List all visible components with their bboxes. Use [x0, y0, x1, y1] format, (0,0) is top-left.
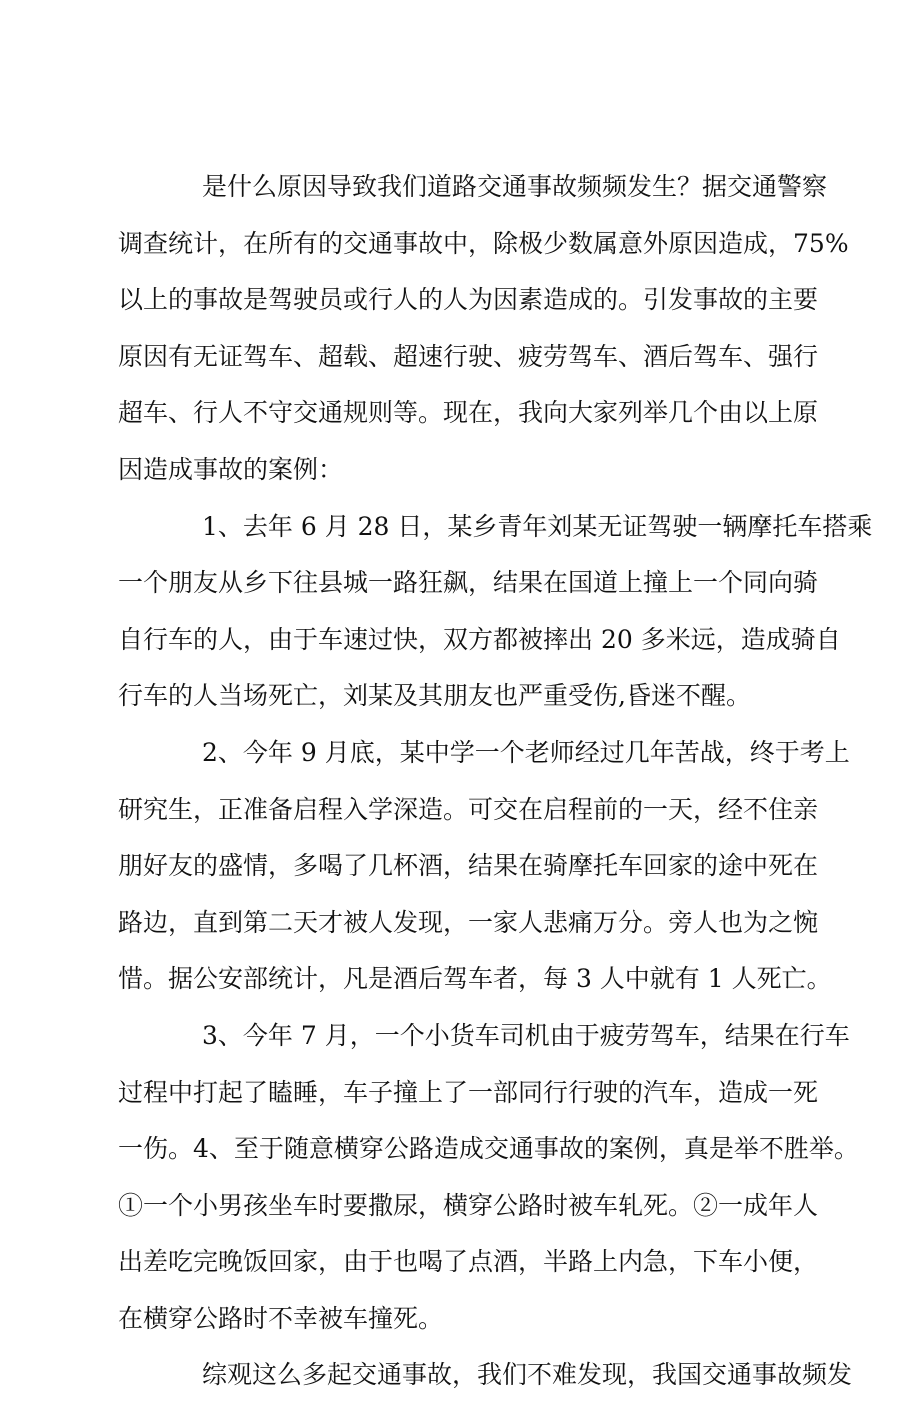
- text-line: 行车的人当场死亡，刘某及其朋友也严重受伤,昏迷不醒。: [118, 681, 751, 711]
- text-line: 在横穿公路时不幸被车撞死。: [118, 1303, 444, 1333]
- text-line: 超车、行人不守交通规则等。现在，我向大家列举几个由以上原: [118, 398, 819, 428]
- text-line: 自行车的人，由于车速过快，双方都被摔出 20 多米远，造成骑自: [118, 624, 841, 654]
- text-line: 朋好友的盛情，多喝了几杯酒，结果在骑摩托车回家的途中死在: [118, 851, 819, 881]
- text-line: ①一个小男孩坐车时要撒尿，横穿公路时被车轧死。②一成年人: [118, 1190, 819, 1220]
- text-line: 2、今年 9 月底，某中学一个老师经过几年苦战，终于考上: [202, 737, 850, 767]
- text-line: 路边，直到第二天才被人发现，一家人悲痛万分。旁人也为之惋: [118, 907, 819, 937]
- text-line: 出差吃完晚饭回家，由于也喝了点酒，半路上内急，下车小便，: [118, 1247, 819, 1277]
- text-line: 一个朋友从乡下往县城一路狂飙，结果在国道上撞上一个同向骑: [118, 568, 819, 598]
- text-line: 是什么原因导致我们道路交通事故频频发生？据交通警察: [202, 172, 828, 201]
- text-line: 过程中打起了瞌睡，车子撞上了一部同行行驶的汽车，造成一死: [118, 1077, 819, 1107]
- text-line: 一伤。4、至于随意横穿公路造成交通事故的案例，真是举不胜举。: [118, 1134, 859, 1164]
- text-line: 原因有无证驾车、超载、超速行驶、疲劳驾车、酒后驾车、强行: [118, 341, 819, 371]
- text-line: 1、去年 6 月 28 日，某乡青年刘某无证驾驶一辆摩托车搭乘: [202, 511, 873, 541]
- text-line: 调查统计，在所有的交通事故中，除极少数属意外原因造成，75%: [118, 228, 849, 258]
- document-body: [118, 159, 873, 1404]
- text-line: 因造成事故的案例：: [118, 454, 344, 484]
- text-line: 以上的事故是驾驶员或行人的人为因素造成的。引发事故的主要: [118, 285, 819, 315]
- text-line: 综观这么多起交通事故，我们不难发现，我国交通事故频发: [202, 1360, 853, 1390]
- text-line: 3、今年 7 月，一个小货车司机由于疲劳驾车，结果在行车: [202, 1020, 850, 1050]
- text-line: 研究生，正准备启程入学深造。可交在启程前的一天，经不住亲: [118, 794, 819, 824]
- text-line: 惜。据公安部统计，凡是酒后驾车者，每 3 人中就有 1 人死亡。: [118, 964, 832, 994]
